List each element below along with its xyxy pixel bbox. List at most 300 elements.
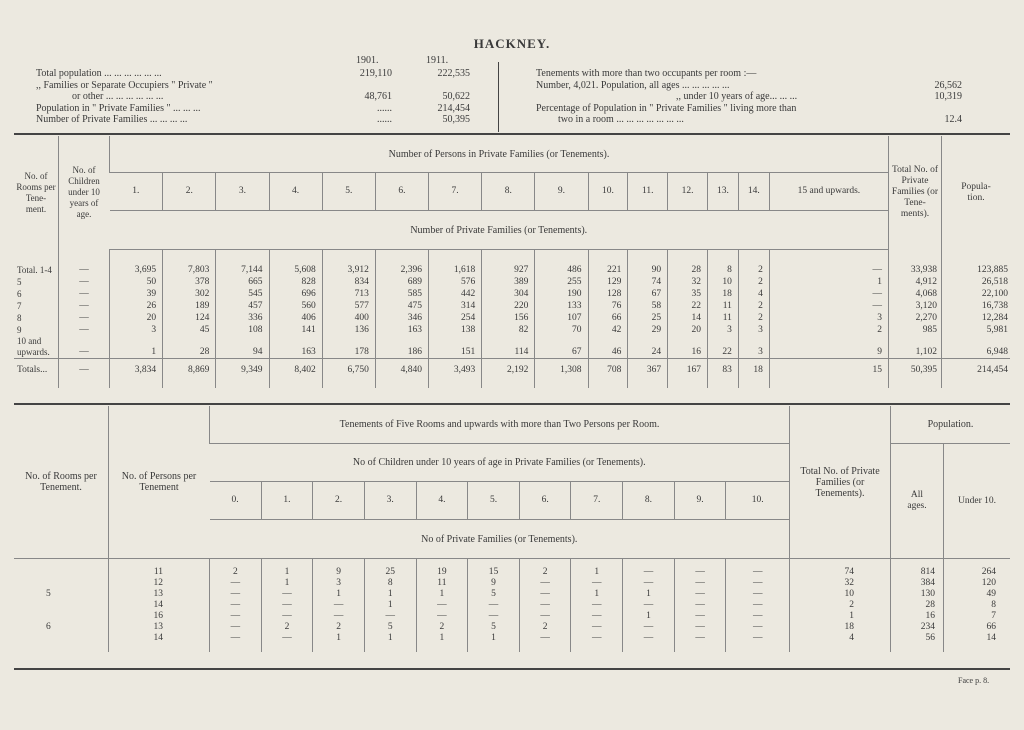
all-ages-cell: 56 bbox=[891, 633, 944, 644]
value-cell: — bbox=[261, 611, 313, 622]
value-cell: 9 bbox=[468, 578, 520, 589]
children-count-col-header: 9. bbox=[674, 482, 726, 520]
spacer-cell bbox=[59, 382, 110, 388]
persons-cell: 13 bbox=[109, 589, 210, 600]
value-cell: — bbox=[726, 567, 790, 578]
spacer-cell bbox=[482, 382, 535, 388]
spacer-cell bbox=[588, 382, 628, 388]
value-cell: — bbox=[623, 578, 675, 589]
all-ages-cell: 814 bbox=[891, 567, 944, 578]
persons-col-header: 3. bbox=[216, 173, 269, 211]
value-cell: 178 bbox=[322, 336, 375, 359]
total-value-cell: 15 bbox=[769, 358, 888, 382]
children-cell: — bbox=[59, 312, 110, 324]
spacer-cell bbox=[313, 644, 365, 652]
value-cell: 46 bbox=[588, 336, 628, 359]
value-cell: 189 bbox=[163, 300, 216, 312]
spacer-cell bbox=[261, 559, 313, 567]
value-cell: 560 bbox=[269, 300, 322, 312]
value-cell: 828 bbox=[269, 276, 322, 288]
value-cell: — bbox=[519, 600, 571, 611]
year-1901-header: 1901. bbox=[356, 55, 379, 66]
value-cell: 457 bbox=[216, 300, 269, 312]
value-cell: 2 bbox=[519, 567, 571, 578]
table-row bbox=[14, 324, 1010, 336]
spacer-cell bbox=[416, 644, 468, 652]
value-cell: 7,803 bbox=[163, 250, 216, 276]
value-cell: — bbox=[210, 611, 262, 622]
value-cell: 20 bbox=[110, 312, 163, 324]
table-row bbox=[14, 300, 1010, 312]
spacer-cell bbox=[668, 382, 708, 388]
families-group-header: Number of Private Families (or Tenements). bbox=[110, 211, 889, 250]
spacer-cell bbox=[571, 644, 623, 652]
value-cell: 25 bbox=[628, 312, 668, 324]
value-cell: 29 bbox=[628, 324, 668, 336]
value-cell: 141 bbox=[269, 324, 322, 336]
top-rule bbox=[14, 133, 1010, 135]
value-cell: — bbox=[674, 622, 726, 633]
value-cell: 304 bbox=[482, 288, 535, 300]
value-cell: 577 bbox=[322, 300, 375, 312]
value-cell: 5 bbox=[468, 589, 520, 600]
value-cell: — bbox=[674, 633, 726, 644]
value-cell: 696 bbox=[269, 288, 322, 300]
summary-1911-value: 50,622 bbox=[442, 91, 470, 102]
value-cell: 3 bbox=[313, 578, 365, 589]
spacer-row bbox=[14, 559, 1010, 567]
value-cell: — bbox=[674, 567, 726, 578]
value-cell: 50 bbox=[110, 276, 163, 288]
population-cell: 6,948 bbox=[942, 336, 1011, 359]
value-cell: 39 bbox=[110, 288, 163, 300]
persons-col-header: 5. bbox=[322, 173, 375, 211]
value-cell: 20 bbox=[668, 324, 708, 336]
spacer-cell bbox=[891, 644, 944, 652]
summary-right-label: Tenements with more than two occupants per room :— bbox=[536, 68, 757, 79]
summary-right-label: two in a room ... ... ... ... ... ... ... bbox=[558, 114, 684, 125]
total-value-cell: 9,349 bbox=[216, 358, 269, 382]
value-cell: — bbox=[623, 633, 675, 644]
value-cell: 3 bbox=[707, 324, 738, 336]
value-cell: 35 bbox=[668, 288, 708, 300]
value-cell: — bbox=[571, 578, 623, 589]
value-cell: 2 bbox=[313, 622, 365, 633]
value-cell: 2 bbox=[416, 622, 468, 633]
value-cell: 3 bbox=[738, 324, 769, 336]
t2-tenements-group-header: Tenements of Five Rooms and upwards with more than Two Persons per Room. bbox=[210, 406, 790, 444]
table-row bbox=[14, 611, 1010, 622]
value-cell: 3,695 bbox=[110, 250, 163, 276]
spacer-cell bbox=[738, 382, 769, 388]
value-cell: 67 bbox=[628, 288, 668, 300]
children-count-col-header: 5. bbox=[468, 482, 520, 520]
persons-col-header: 10. bbox=[588, 173, 628, 211]
value-cell: 2 bbox=[738, 300, 769, 312]
persons-col-header: 2. bbox=[163, 173, 216, 211]
grand-population-cell: 214,454 bbox=[942, 358, 1011, 382]
value-cell: — bbox=[210, 622, 262, 633]
value-cell: — bbox=[210, 589, 262, 600]
room-group-cell bbox=[14, 633, 109, 644]
value-cell: 11 bbox=[707, 312, 738, 324]
value-cell: 18 bbox=[707, 288, 738, 300]
children-cell: — bbox=[59, 324, 110, 336]
total-cell: 33,938 bbox=[889, 250, 942, 276]
value-cell: 129 bbox=[588, 276, 628, 288]
value-cell: 16 bbox=[668, 336, 708, 359]
under-10-cell: 66 bbox=[944, 622, 1011, 633]
value-cell: 1 bbox=[623, 589, 675, 600]
spacer-cell bbox=[364, 644, 416, 652]
value-cell: 14 bbox=[668, 312, 708, 324]
value-cell: 5 bbox=[364, 622, 416, 633]
value-cell: — bbox=[364, 611, 416, 622]
value-cell: 133 bbox=[535, 300, 588, 312]
value-cell: 190 bbox=[535, 288, 588, 300]
totals-label: Totals... bbox=[17, 364, 48, 375]
value-cell: 9 bbox=[769, 336, 888, 359]
value-cell: 82 bbox=[482, 324, 535, 336]
children-count-col-header: 8. bbox=[623, 482, 675, 520]
spacer-cell bbox=[519, 644, 571, 652]
value-cell: 2 bbox=[738, 312, 769, 324]
spacer-cell bbox=[210, 644, 262, 652]
under-10-cell: 14 bbox=[944, 633, 1011, 644]
spacer-cell bbox=[322, 382, 375, 388]
spacer-cell bbox=[210, 559, 262, 567]
value-cell: 302 bbox=[163, 288, 216, 300]
all-ages-cell: 384 bbox=[891, 578, 944, 589]
col-header-total-families: Total No. of Private Families (or Tene- ments). bbox=[889, 136, 942, 250]
bottom-rule bbox=[14, 668, 1010, 670]
summary-right-label: Percentage of Population in " Private Families " living more than bbox=[536, 102, 797, 114]
rooms-cell: 7 bbox=[17, 300, 22, 311]
value-cell: 19 bbox=[416, 567, 468, 578]
value-cell: 128 bbox=[588, 288, 628, 300]
children-cell: — bbox=[59, 250, 110, 276]
spacer-cell bbox=[110, 382, 163, 388]
children-cell: — bbox=[59, 288, 110, 300]
value-cell: 3,912 bbox=[322, 250, 375, 276]
value-cell: 1 bbox=[416, 589, 468, 600]
children-count-col-header: 2. bbox=[313, 482, 365, 520]
spacer-cell bbox=[163, 382, 216, 388]
value-cell: — bbox=[210, 633, 262, 644]
children-count-col-header: 0. bbox=[231, 495, 239, 505]
children-count-col-header: 6. bbox=[519, 482, 571, 520]
value-cell: — bbox=[416, 611, 468, 622]
children-cell: — bbox=[59, 358, 110, 382]
persons-col-header: 15 and upwards. bbox=[769, 173, 888, 211]
spacer-cell bbox=[623, 644, 675, 652]
total-cell: 32 bbox=[790, 578, 891, 589]
value-cell: — bbox=[726, 600, 790, 611]
spacer-cell bbox=[216, 382, 269, 388]
persons-col-header: 8. bbox=[482, 173, 535, 211]
value-cell: 22 bbox=[707, 336, 738, 359]
spacer-cell bbox=[726, 644, 790, 652]
children-count-col-header: 3. bbox=[364, 482, 416, 520]
value-cell: 45 bbox=[163, 324, 216, 336]
persons-col-header: 1. bbox=[110, 173, 163, 211]
summary-1911-value: 50,395 bbox=[442, 114, 470, 125]
population-cell: 12,284 bbox=[942, 312, 1011, 324]
spacer-cell bbox=[429, 382, 482, 388]
value-cell: 22 bbox=[668, 300, 708, 312]
persons-group-header: Number of Persons in Private Families (or Tenements). bbox=[110, 136, 889, 173]
spacer-cell bbox=[891, 559, 944, 567]
summary-1901-value: ...... bbox=[377, 102, 392, 114]
total-value-cell: 4,840 bbox=[375, 358, 428, 382]
col-header-rooms: No. of Rooms per Tene- ment. bbox=[16, 170, 56, 214]
children-cell: — bbox=[59, 276, 110, 288]
value-cell: — bbox=[210, 600, 262, 611]
table-row bbox=[14, 312, 1010, 324]
total-value-cell: 167 bbox=[668, 358, 708, 382]
table-row bbox=[14, 600, 1010, 611]
spacer-row bbox=[14, 382, 1010, 388]
value-cell: — bbox=[210, 578, 262, 589]
value-cell: — bbox=[571, 611, 623, 622]
value-cell: 1 bbox=[313, 589, 365, 600]
value-cell: 254 bbox=[429, 312, 482, 324]
value-cell: — bbox=[674, 578, 726, 589]
total-value-cell: 3,493 bbox=[429, 358, 482, 382]
children-count-col-header: 10. bbox=[726, 482, 790, 520]
total-value-cell: 367 bbox=[628, 358, 668, 382]
children-cell: — bbox=[59, 336, 110, 359]
value-cell: 1 bbox=[313, 633, 365, 644]
value-cell: — bbox=[674, 611, 726, 622]
value-cell: — bbox=[519, 633, 571, 644]
under-10-cell: 8 bbox=[944, 600, 1011, 611]
spacer-cell bbox=[14, 644, 109, 652]
value-cell: 107 bbox=[535, 312, 588, 324]
spacer-cell bbox=[535, 382, 588, 388]
summary-right-value: 12.4 bbox=[944, 114, 962, 125]
persons-col-header: 11. bbox=[628, 173, 668, 211]
value-cell: — bbox=[623, 600, 675, 611]
summary-right-label: Number, 4,021. Population, all ages ... ... ... ... ... bbox=[536, 79, 730, 91]
under-10-cell: 49 bbox=[944, 589, 1011, 600]
all-ages-cell: 234 bbox=[891, 622, 944, 633]
value-cell: 545 bbox=[216, 288, 269, 300]
population-cell: 22,100 bbox=[942, 288, 1011, 300]
value-cell: 220 bbox=[482, 300, 535, 312]
t2-col-header-under-10: Under 10. bbox=[944, 444, 1011, 559]
persons-cell: 16 bbox=[109, 611, 210, 622]
total-cell: 1,102 bbox=[889, 336, 942, 359]
value-cell: 1 bbox=[623, 611, 675, 622]
value-cell: 389 bbox=[482, 276, 535, 288]
total-cell: 2,270 bbox=[889, 312, 942, 324]
table-row bbox=[14, 578, 1010, 589]
value-cell: 576 bbox=[429, 276, 482, 288]
value-cell: 32 bbox=[668, 276, 708, 288]
persons-col-header: 6. bbox=[375, 173, 428, 211]
value-cell: 114 bbox=[482, 336, 535, 359]
spacer-cell bbox=[707, 382, 738, 388]
population-cell: 16,738 bbox=[942, 300, 1011, 312]
value-cell: 585 bbox=[375, 288, 428, 300]
children-count-col-header: 1. bbox=[261, 482, 313, 520]
rooms-cell: Total. 1-4 bbox=[17, 264, 52, 275]
value-cell: — bbox=[571, 600, 623, 611]
children-count-col-header: 4. bbox=[416, 482, 468, 520]
total-value-cell: 8,869 bbox=[163, 358, 216, 382]
value-cell: — bbox=[769, 300, 888, 312]
spacer-cell bbox=[269, 382, 322, 388]
persons-col-header: 4. bbox=[269, 173, 322, 211]
value-cell: 486 bbox=[535, 250, 588, 276]
spacer-cell bbox=[109, 559, 210, 567]
summary-1901-value: ...... bbox=[377, 114, 392, 125]
total-value-cell: 1,308 bbox=[535, 358, 588, 382]
total-value-cell: 18 bbox=[738, 358, 769, 382]
spacer-cell bbox=[674, 559, 726, 567]
value-cell: 74 bbox=[628, 276, 668, 288]
room-group-cell bbox=[14, 567, 109, 578]
value-cell: — bbox=[769, 250, 888, 276]
value-cell: — bbox=[726, 633, 790, 644]
spacer-cell bbox=[14, 559, 109, 567]
value-cell: 5 bbox=[468, 622, 520, 633]
persons-col-header: 12. bbox=[668, 173, 708, 211]
population-cell: 26,518 bbox=[942, 276, 1011, 288]
table-row bbox=[14, 288, 1010, 300]
value-cell: 3 bbox=[738, 336, 769, 359]
value-cell: — bbox=[623, 622, 675, 633]
total-cell: 3,120 bbox=[889, 300, 942, 312]
value-cell: 1,618 bbox=[429, 250, 482, 276]
summary-left-label: or other ... ... ... ... ... ... bbox=[72, 91, 164, 102]
all-ages-cell: 130 bbox=[891, 589, 944, 600]
value-cell: — bbox=[416, 600, 468, 611]
spacer-cell bbox=[364, 559, 416, 567]
spacer-cell bbox=[623, 559, 675, 567]
summary-1901-value: 48,761 bbox=[364, 91, 392, 102]
value-cell: 1 bbox=[364, 589, 416, 600]
footer-note: Face p. 8. bbox=[958, 676, 990, 685]
value-cell: 2 bbox=[769, 324, 888, 336]
t2-population-header: Population. bbox=[891, 406, 1011, 444]
spacer-cell bbox=[628, 382, 668, 388]
table-row bbox=[14, 633, 1010, 644]
t2-col-header-all-ages: All ages. bbox=[891, 444, 944, 559]
value-cell: 28 bbox=[668, 250, 708, 276]
value-cell: 689 bbox=[375, 276, 428, 288]
summary-left-label: Total population ... ... ... ... ... ... bbox=[36, 68, 162, 79]
all-ages-cell: 16 bbox=[891, 611, 944, 622]
rooms-cell: 5 bbox=[17, 276, 22, 287]
t2-children-group-header: No of Children under 10 years of age in Private Families (or Tenements). bbox=[210, 444, 790, 482]
spacer-cell bbox=[261, 644, 313, 652]
table-row bbox=[14, 336, 1010, 359]
rooms-cell: 10 and upwards. bbox=[17, 335, 50, 357]
value-cell: 151 bbox=[429, 336, 482, 359]
total-cell: 74 bbox=[790, 567, 891, 578]
summary-left-label: Number of Private Families ... ... ... ... bbox=[36, 114, 188, 125]
table-row bbox=[14, 250, 1010, 276]
summary-1901-value: 219,110 bbox=[359, 68, 392, 79]
value-cell: 76 bbox=[588, 300, 628, 312]
value-cell: 1 bbox=[571, 589, 623, 600]
room-group-cell bbox=[14, 578, 109, 589]
t2-col-header-total: Total No. of Private Families (or Tenements). bbox=[790, 406, 891, 559]
value-cell: 108 bbox=[216, 324, 269, 336]
value-cell: 163 bbox=[269, 336, 322, 359]
value-cell: 25 bbox=[364, 567, 416, 578]
value-cell: 665 bbox=[216, 276, 269, 288]
value-cell: 8 bbox=[364, 578, 416, 589]
value-cell: — bbox=[468, 600, 520, 611]
persons-cell: 14 bbox=[109, 600, 210, 611]
persons-col-header: 14. bbox=[738, 173, 769, 211]
spacer-cell bbox=[944, 559, 1011, 567]
t2-col-header-rooms: No. of Rooms per Tenement. bbox=[25, 471, 97, 493]
value-cell: 186 bbox=[375, 336, 428, 359]
value-cell: 475 bbox=[375, 300, 428, 312]
table-row bbox=[14, 589, 1010, 600]
summary-left-label: ,, Families or Separate Occupiers " Private " bbox=[36, 79, 213, 91]
value-cell: 3 bbox=[769, 312, 888, 324]
summary-1911-value: 222,535 bbox=[437, 68, 470, 79]
value-cell: — bbox=[519, 578, 571, 589]
room-group-label: 6 bbox=[46, 621, 51, 632]
total-cell: 4,068 bbox=[889, 288, 942, 300]
value-cell: — bbox=[769, 288, 888, 300]
room-group-cell bbox=[14, 600, 109, 611]
spacer-cell bbox=[769, 382, 888, 388]
value-cell: 66 bbox=[588, 312, 628, 324]
value-cell: — bbox=[261, 589, 313, 600]
value-cell: 255 bbox=[535, 276, 588, 288]
value-cell: 26 bbox=[110, 300, 163, 312]
grand-total-cell: 50,395 bbox=[889, 358, 942, 382]
value-cell: 1 bbox=[364, 600, 416, 611]
under-10-cell: 7 bbox=[944, 611, 1011, 622]
value-cell: 124 bbox=[163, 312, 216, 324]
total-cell: 4 bbox=[790, 633, 891, 644]
col-header-children: No. of Children under 10 years of age. bbox=[59, 136, 110, 250]
page-title: HACKNEY. bbox=[473, 36, 551, 51]
value-cell: 28 bbox=[163, 336, 216, 359]
value-cell: — bbox=[571, 633, 623, 644]
children-cell: — bbox=[59, 300, 110, 312]
value-cell: 1 bbox=[261, 567, 313, 578]
value-cell: 2 bbox=[261, 622, 313, 633]
persons-per-tenement-table bbox=[14, 136, 1010, 388]
under-10-cell: 120 bbox=[944, 578, 1011, 589]
col-header-population: Popula- tion. bbox=[942, 136, 1011, 250]
value-cell: 67 bbox=[535, 336, 588, 359]
value-cell: 10 bbox=[707, 276, 738, 288]
summary-right-label: ,, under 10 years of age... ... ... bbox=[676, 91, 798, 102]
t2-families-group-header: No of Private Families (or Tenements). bbox=[210, 520, 790, 559]
summary-right-value: 26,562 bbox=[934, 79, 962, 91]
spacer-cell bbox=[571, 559, 623, 567]
persons-col-header: 9. bbox=[535, 173, 588, 211]
value-cell: 70 bbox=[535, 324, 588, 336]
value-cell: 7,144 bbox=[216, 250, 269, 276]
value-cell: 136 bbox=[322, 324, 375, 336]
value-cell: 346 bbox=[375, 312, 428, 324]
value-cell: 2 bbox=[210, 567, 262, 578]
value-cell: — bbox=[623, 567, 675, 578]
spacer-cell bbox=[790, 559, 891, 567]
value-cell: 314 bbox=[429, 300, 482, 312]
